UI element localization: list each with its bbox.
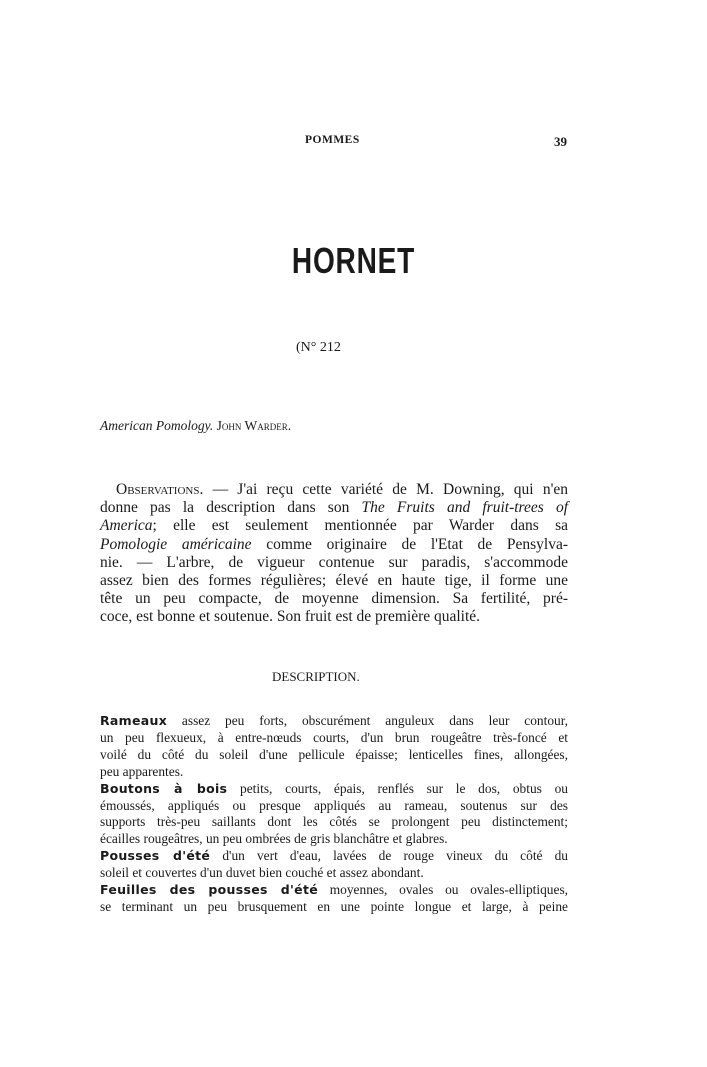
text-line	[100, 798, 568, 815]
term-keyword: Boutons à bois	[100, 780, 228, 796]
text: émoussés, appliqués ou presque appliqués au rameau, soutenus sur des	[100, 797, 568, 813]
text-line	[100, 848, 568, 865]
text-line	[100, 781, 568, 798]
text: comme originaire de l'Etat de Pensylva-	[251, 535, 568, 553]
text: se terminant un peu brusquement en une pointe longue et large, à peine	[100, 898, 568, 914]
text-line	[100, 814, 568, 831]
reference-work: American Pomology.	[100, 418, 214, 433]
text: petits, courts, épais, renflés sur le dos, obtus ou	[227, 780, 569, 796]
text-line	[100, 590, 568, 608]
text: voilé du côté du soleil d'une pellicule épaisse; lenticelles fines, allongées,	[100, 746, 568, 762]
observations-paragraph	[100, 481, 568, 627]
reference	[100, 418, 291, 434]
text-line	[100, 865, 568, 882]
text-line	[100, 572, 568, 590]
text: donne pas la description dans son	[100, 499, 362, 517]
text: supports très-peu saillants dont les côtés se prolongent peu distinctement;	[100, 814, 568, 830]
text-line	[100, 499, 568, 517]
text-line	[100, 730, 568, 747]
text-line	[100, 517, 568, 535]
text: assez bien des formes régulières; élevé en haute tige, il forme une	[100, 572, 568, 590]
italic-text: America	[100, 517, 153, 535]
text-line	[100, 899, 568, 916]
term-keyword: Rameaux	[100, 713, 168, 728]
description-section	[100, 713, 568, 916]
text-line	[100, 747, 568, 764]
text-line	[100, 831, 568, 848]
text-line	[100, 554, 568, 572]
text-line	[100, 882, 568, 899]
text: soleil et couvertes d'un duvet bien couché et assez abondant.	[100, 865, 424, 881]
running-header: POMMES	[305, 134, 360, 146]
text-line	[100, 481, 568, 499]
text: un peu flexueux, à entre-nœuds courts, d'un brun rougeâtre très-foncé et	[100, 729, 568, 745]
page-title: HORNET	[291, 240, 416, 281]
term-keyword: Feuilles des pousses d'été	[100, 882, 319, 898]
text-line	[100, 536, 568, 554]
page-number: 39	[554, 134, 567, 149]
italic-text: The Fruits and fruit-trees of	[361, 499, 568, 517]
text: assez peu forts, obscurément anguleux dans leur contour,	[167, 713, 568, 728]
text-line	[100, 608, 568, 626]
observations-label: Observations.	[116, 481, 204, 498]
text: — J'ai reçu cette variété de M. Downing, qui n'en	[203, 481, 568, 498]
text-line	[100, 764, 568, 781]
variety-number: (N° 212	[296, 340, 341, 355]
description-heading: DESCRIPTION.	[272, 669, 360, 684]
text-line	[100, 713, 568, 730]
text: écailles rougeâtres, un peu ombrées de gris blanchâtre et glabres.	[100, 831, 448, 847]
text: ; elle est seulement mentionnée par Warder dans sa	[152, 517, 568, 535]
text: moyennes, ovales ou ovales-elliptiques,	[318, 882, 569, 898]
text: peu apparentes.	[100, 763, 184, 779]
reference-author: John Warder.	[216, 418, 292, 433]
text: coce, est bonne et soutenue. Son fruit est de première qualité.	[100, 608, 481, 626]
text: d'un vert d'eau, lavées de rouge vineux du côté du	[210, 848, 569, 864]
italic-text: Pomologie américaine	[100, 535, 252, 553]
text: tête un peu compacte, de moyenne dimension. Sa fertilité, pré-	[100, 590, 568, 608]
term-keyword: Pousses d'été	[100, 848, 211, 864]
text: nie. — L'arbre, de vigueur contenue sur paradis, s'accommode	[100, 553, 568, 571]
